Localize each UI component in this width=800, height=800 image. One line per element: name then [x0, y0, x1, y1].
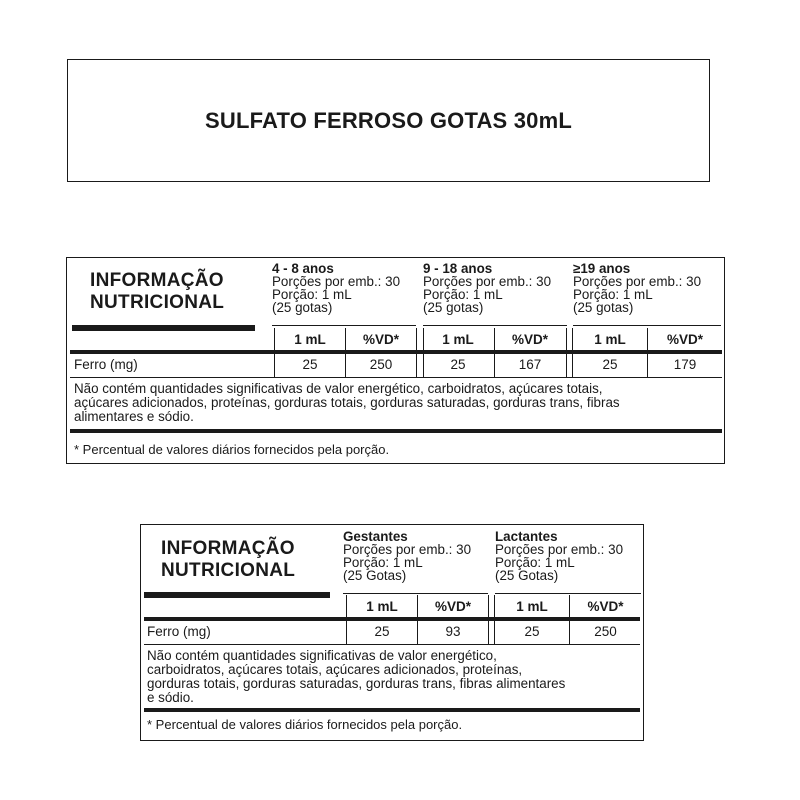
- product-title-box: [67, 59, 710, 182]
- divider: [144, 644, 640, 645]
- product-title: SULFATO FERROSO GOTAS 30mL: [204, 107, 573, 133]
- table2-heading-bar: [144, 592, 330, 598]
- divider: [572, 328, 573, 377]
- table1-col-ml: 1 mL: [294, 332, 326, 347]
- divider: [566, 328, 567, 377]
- table1-header-rule: [70, 350, 722, 354]
- nutrition-table-2: [140, 524, 644, 741]
- table1-value: 250: [369, 357, 393, 372]
- divider: [274, 328, 275, 377]
- table2-col-vd: %VD*: [434, 599, 471, 614]
- table2-group-lactantes: Lactantes Porções por emb.: 30 Porção: 1 mL (25 Gotas): [495, 529, 624, 583]
- table1-footer-rule: [70, 429, 722, 433]
- divider: [573, 325, 721, 326]
- table1-col-vd: %VD*: [666, 332, 703, 347]
- table1-col-vd: %VD*: [362, 332, 399, 347]
- table1-value: 167: [518, 357, 542, 372]
- table2-header-rule: [144, 617, 640, 621]
- table1-note: Não contém quantidades significativas de valor energético, carboidratos, açúcares totais, açúcares adicionados, proteínas, gorduras totais, gorduras saturadas, gorduras trans, fibras alimentares e sódio.: [74, 381, 620, 424]
- table1-heading-bar: [72, 325, 255, 331]
- table1-group-4-8: 4 - 8 anos Porções por emb.: 30 Porção: 1 mL (25 gotas): [272, 261, 401, 315]
- divider: [423, 328, 424, 377]
- divider: [343, 593, 488, 594]
- table2-footnote: * Percentual de valores diários fornecidos pela porção.: [147, 717, 463, 732]
- table2-value: 93: [445, 624, 461, 639]
- table1-value: 25: [602, 357, 618, 372]
- table2-group-gestantes: Gestantes Porções por emb.: 30 Porção: 1 mL (25 Gotas): [343, 529, 472, 583]
- table2-footer-rule: [144, 708, 640, 712]
- table1-group-9-18: 9 - 18 anos Porções por emb.: 30 Porção: 1 mL (25 gotas): [423, 261, 552, 315]
- divider: [417, 595, 418, 644]
- table2-col-ml: 1 mL: [516, 599, 548, 614]
- table1-col-vd: %VD*: [511, 332, 548, 347]
- table2-col-ml: 1 mL: [366, 599, 398, 614]
- divider: [494, 595, 495, 644]
- table1-heading: INFORMAÇÃO NUTRICIONAL: [90, 270, 225, 313]
- table1-value: 25: [450, 357, 466, 372]
- divider: [488, 595, 489, 644]
- table1-col-ml: 1 mL: [594, 332, 626, 347]
- divider: [494, 328, 495, 377]
- divider: [346, 595, 347, 644]
- table2-row-label: Ferro (mg): [147, 624, 211, 639]
- nutrition-table-1: [66, 257, 725, 464]
- divider: [423, 325, 567, 326]
- table2-value: 250: [594, 624, 617, 639]
- table2-value: 25: [524, 624, 540, 639]
- divider: [647, 328, 648, 377]
- divider: [272, 325, 416, 326]
- table1-footnote: * Percentual de valores diários fornecidos pela porção.: [74, 442, 390, 457]
- table1-value: 25: [302, 357, 318, 372]
- table2-value: 25: [374, 624, 390, 639]
- divider: [345, 328, 346, 377]
- divider: [569, 595, 570, 644]
- table2-col-vd: %VD*: [587, 599, 624, 614]
- table1-value: 179: [673, 357, 697, 372]
- divider: [70, 377, 722, 378]
- divider: [495, 593, 641, 594]
- table2-heading: INFORMAÇÃO NUTRICIONAL: [161, 538, 296, 581]
- divider: [416, 328, 417, 377]
- table1-group-19plus: ≥19 anos Porções por emb.: 30 Porção: 1 mL (25 gotas): [573, 261, 702, 315]
- table1-row-label: Ferro (mg): [74, 357, 138, 372]
- table1-col-ml: 1 mL: [442, 332, 474, 347]
- table2-note: Não contém quantidades significativas de valor energético, carboidratos, açúcares totais, açúcares adicionados, proteínas, gorduras totais, gorduras saturadas, gorduras trans, fibras alimentares e sódio.: [147, 648, 566, 705]
